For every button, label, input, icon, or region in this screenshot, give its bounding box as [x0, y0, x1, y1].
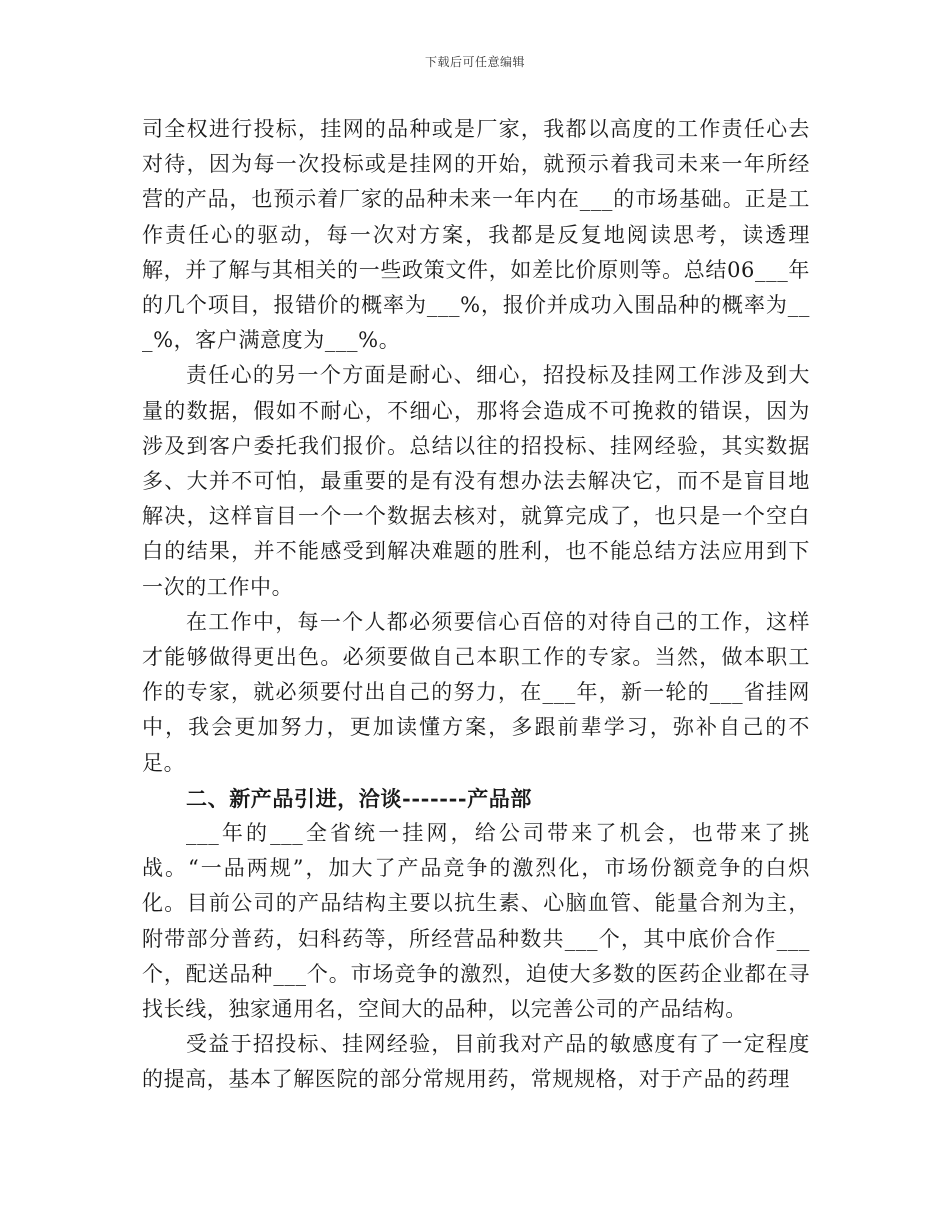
paragraph-1: 司全权进行投标，挂网的品种或是厂家，我都以高度的工作责任心去对待，因为每一次投标或是挂网的开始，就预示着我司未来一年所经营的产品，也预示着厂家的品种未来一年内在___的市场基础。正是工作责任心的驱动，每一次对方案，我都是反复地阅读思考，读透理解，并了解与其相关的一些政策文件，如差比价原则等。总结06___年的几个项目，报错价的概率为___%，报价并成功入围品种的概率为___%，客户满意度为___%。	[142, 117, 810, 353]
document-body	[142, 112, 810, 1098]
paragraph-5: 受益于招投标、挂网经验，目前我对产品的敏感度有了一定程度的提高，基本了解医院的部分常规用药，常规规格，对于产品的药理	[142, 1032, 810, 1092]
paragraph-2: 责任心的另一个方面是耐心、细心，招投标及挂网工作涉及到大量的数据，假如不耐心，不细心，那将会造成不可挽救的错误，因为涉及到客户委托我们报价。总结以往的招投标、挂网经验，其实数据多、大并不可怕，最重要的是有没有想办法去解决它，而不是盲目地解决，这样盲目一个一个数据去核对，就算完成了，也只是一个空白白的结果，并不能感受到解决难题的胜利，也不能总结方法应用到下一次的工作中。	[142, 363, 810, 599]
section-heading: 二、新产品引进，洽谈-------产品部	[186, 785, 533, 811]
paragraph-4: ___年的___全省统一挂网，给公司带来了机会，也带来了挑战。“一品两规”，加大了产品竞争的激烈化，市场份额竞争的白炽化。目前公司的产品结构主要以抗生素、心脑血管、能量合剂为主，附带部分普药，妇科药等，所经营品种数共___个，其中底价合作___个，配送品种___个。市场竞争的激烈，迫使大多数的医药企业都在寻找长线，独家通用名，空间大的品种，以完善公司的产品结构。	[142, 821, 810, 1022]
page-header: 下载后可任意编辑	[424, 55, 525, 69]
paragraph-3: 在工作中，每一个人都必须要信心百倍的对待自己的工作，这样才能够做得更出色。必须要做自己本职工作的专家。当然，做本职工作的专家，就必须要付出自己的努力，在___年，新一轮的___省挂网中，我会更加努力，更加读懂方案，多跟前辈学习，弥补自己的不足。	[142, 609, 810, 775]
